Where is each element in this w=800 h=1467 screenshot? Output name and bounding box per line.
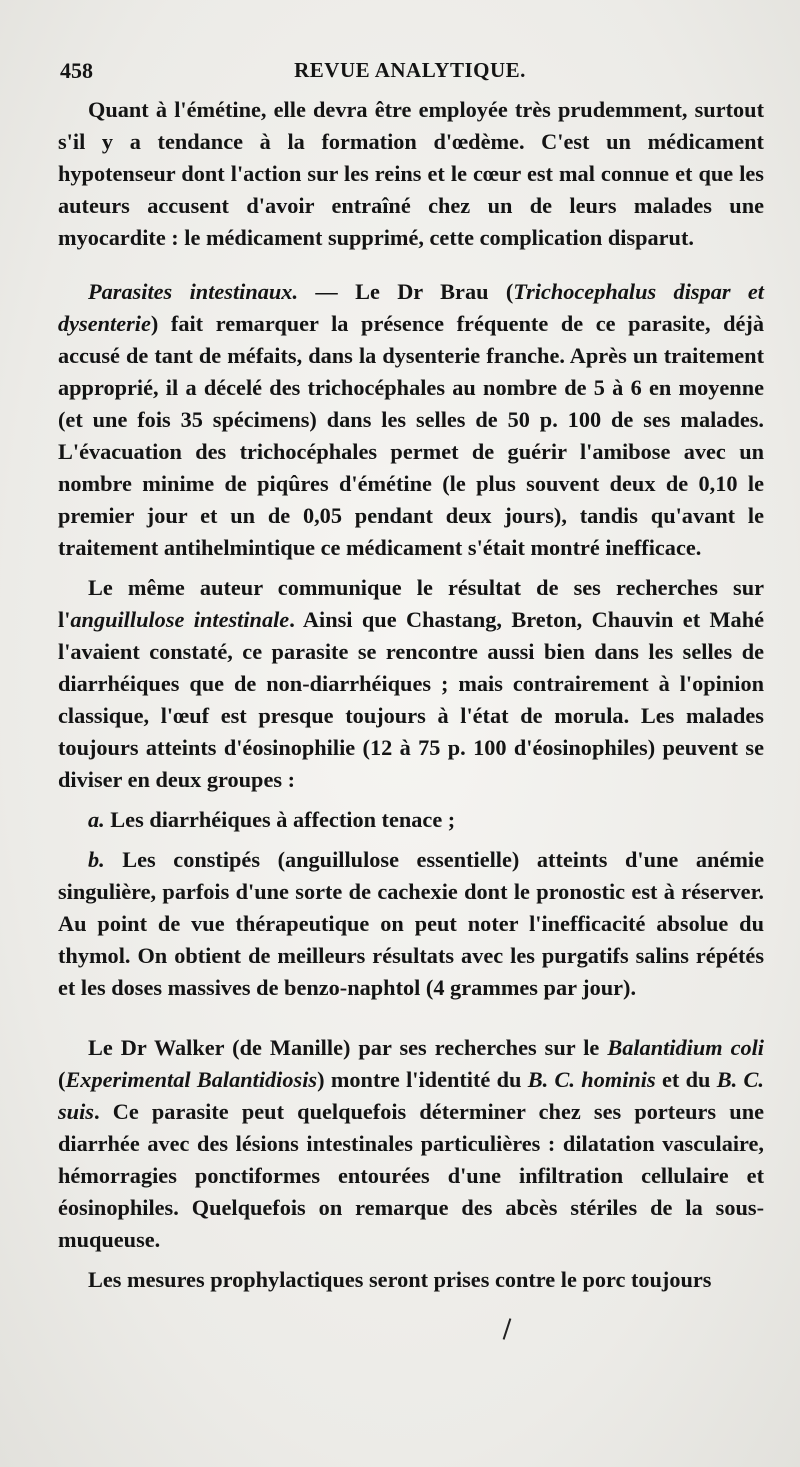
term-italic: anguillulose intestinale bbox=[70, 607, 290, 632]
list-marker-a: a. bbox=[88, 807, 105, 832]
article-body bbox=[58, 94, 764, 1296]
section-heading: Parasites intestinaux. bbox=[88, 279, 299, 304]
running-title: REVUE ANALYTIQUE. bbox=[294, 58, 526, 82]
paragraph-anguillulose: Le même auteur communique le résultat de ses recherches sur l'anguillulose intestinale. Ainsi que Chastang, Breton, Chauvin et Mahé l'avaient constaté, ce parasite se rencontre aussi bien dans les selles de diarrhéiques que de non-diarrhéiques ; mais contrairement à l'opinion classique, l'œuf est presque toujours à l'état de morula. Les malades toujours atteints d'éosinophilie (12 à 75 p. 100 d'éosinophiles) peuvent se diviser en deux groupes : bbox=[58, 575, 765, 792]
page-number: 458 bbox=[60, 58, 93, 83]
list-item-b: b. Les constipés (anguillulose essentielle) atteints d'une anémie singulière, parfois d'une sorte de cachexie dont le pronostic est à réserver. Au point de vue thérapeutique on peut noter l'inefficacité absolue du thymol. On obtient de meilleurs résultats avec les purgatifs salins répétés et les doses massives de benzo-naphtol (4 grammes par jour). bbox=[58, 847, 764, 1000]
page-header bbox=[60, 58, 760, 86]
list-item-a: a. Les diarrhéiques à affection tenace ; bbox=[88, 807, 456, 832]
ink-mark bbox=[503, 1318, 512, 1340]
paragraph-walker: Le Dr Walker (de Manille) par ses recherches sur le Balantidium coli (Experimental Balantidiosis) montre l'identité du B. C. hominis et du B. C. suis. Ce parasite peut quelquefois déterminer chez ses porteurs une diarrhée avec des lésions intestinales particulières : dilatation vasculaire, hémorragies ponctiformes entourées d'une infiltration cellulaire et éosinophiles. Quelquefois on remarque des abcès stériles de la sous-muqueuse. bbox=[58, 1035, 765, 1252]
paragraph-emetine: Quant à l'émétine, elle devra être employée très prudemment, surtout s'il y a tendance à la formation d'œdème. C'est un médicament hypotenseur dont l'action sur les reins et le cœur est mal connue et que les auteurs accusent d'avoir entraîné chez un de leurs malades une myocardite : le médicament supprimé, cette complication disparut. bbox=[58, 97, 764, 250]
list-marker-b: b. bbox=[88, 847, 105, 872]
species-name: Trichocephalus dispar et dysenterie bbox=[58, 279, 764, 336]
paragraph-prophylaxis: Les mesures prophylactiques seront prises contre le porc toujours bbox=[88, 1267, 712, 1292]
paragraph-parasites: Parasites intestinaux. — Le Dr Brau (Trichocephalus dispar et dysenterie) fait remarquer la présence fréquente de ce parasite, déjà accusé de tant de méfaits, dans la dysenterie franche. Après un traitement approprié, il a décelé des trichocéphales au nombre de 5 à 6 en moyenne (et une fois 35 spécimens) dans les selles de 50 p. 100 de ses malades. L'évacuation des trichocéphales permet de guérir l'amibose avec un nombre minime de piqûres d'émétine (le plus souvent deux de 0,10 le premier jour et un de 0,05 pendant deux jours), tandis qu'avant le traitement antihelmintique ce médicament s'était montré inefficace. bbox=[58, 279, 764, 560]
